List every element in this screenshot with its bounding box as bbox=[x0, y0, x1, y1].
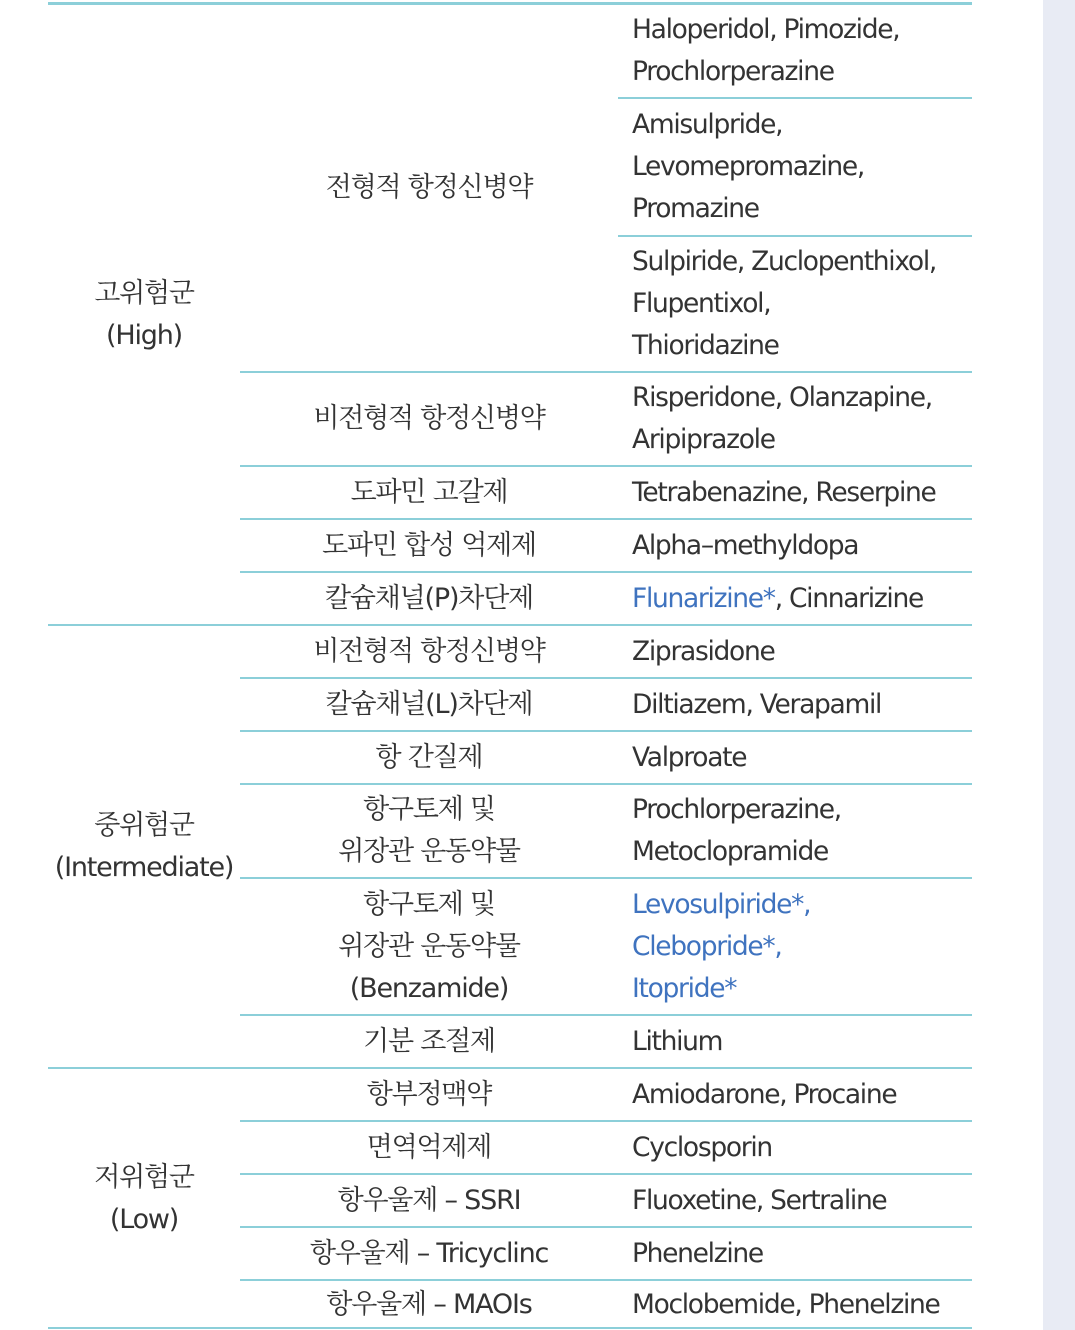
drug-name: Moclobemide, Phenelzine bbox=[632, 1289, 940, 1320]
drug-names-cell bbox=[632, 1284, 972, 1326]
drug-name-line bbox=[632, 325, 972, 367]
drug-class-cell bbox=[240, 1015, 618, 1068]
drug-class-cell bbox=[240, 1174, 618, 1227]
drug-names-cell bbox=[632, 104, 972, 230]
drug-name: Flunarizine* bbox=[632, 582, 775, 614]
risk-group-cell bbox=[48, 4, 240, 625]
drug-name-line bbox=[632, 884, 972, 926]
drug-name-line bbox=[632, 1074, 972, 1116]
drug-class-cell bbox=[240, 1068, 618, 1121]
drug-name: Prochlorperazine, bbox=[632, 794, 841, 825]
drug-names-cell bbox=[632, 472, 972, 514]
drug-name: Ziprasidone bbox=[632, 635, 775, 667]
drug-name: Aripiprazole bbox=[632, 424, 775, 455]
drug-class-cell bbox=[240, 784, 618, 878]
drug-name: Fluoxetine, Sertraline bbox=[632, 1184, 887, 1216]
drug-names-cell bbox=[632, 1074, 972, 1116]
drug-class-cell bbox=[240, 466, 618, 519]
drug-name: Alpha–methyldopa bbox=[632, 529, 859, 561]
drug-name: Tetrabenazine, Reserpine bbox=[632, 476, 936, 508]
drug-name-line bbox=[632, 1021, 972, 1063]
drug-name-line bbox=[632, 9, 972, 51]
drug-class-label: 기분 조절제 bbox=[363, 1025, 495, 1057]
drug-name: Cyclosporin bbox=[632, 1131, 772, 1163]
drug-names-cell bbox=[632, 1180, 972, 1222]
drug-name: Diltiazem, Verapamil bbox=[632, 688, 882, 720]
drug-name-line bbox=[632, 525, 972, 567]
risk-group-label: 고위험군 bbox=[94, 277, 194, 309]
row-divider bbox=[618, 235, 972, 237]
drug-name: Prochlorperazine bbox=[632, 56, 834, 87]
drug-class-label: 항부정맥약 bbox=[366, 1078, 492, 1110]
drug-class-label: 면역억제제 bbox=[366, 1131, 492, 1163]
drug-name-line bbox=[632, 472, 972, 514]
drug-name: , Cinnarizine bbox=[774, 582, 923, 614]
risk-group-label: 저위험군 bbox=[94, 1162, 194, 1193]
drug-names-cell bbox=[632, 737, 972, 779]
drug-class-cell bbox=[240, 731, 618, 784]
drug-class-label: 항구토제 및 bbox=[363, 888, 495, 920]
drug-class-cell bbox=[240, 572, 618, 625]
row-divider bbox=[618, 97, 972, 99]
drug-class-label: 비전형적 항정신병약 bbox=[313, 635, 545, 667]
drug-name: Thioridazine bbox=[632, 330, 779, 361]
drug-name-line bbox=[632, 1180, 972, 1222]
drug-name-line bbox=[632, 283, 972, 325]
drug-class-label: 항우울제 – SSRI bbox=[337, 1184, 521, 1216]
drug-name: Haloperidol, Pimozide, bbox=[632, 14, 900, 45]
drug-class-label: 칼슘채널(L)차단제 bbox=[325, 688, 533, 720]
drug-name-line bbox=[632, 831, 972, 873]
drug-name-line bbox=[632, 684, 972, 726]
drug-class-cell bbox=[240, 519, 618, 572]
drug-name: Itopride* bbox=[632, 972, 737, 1004]
drug-class-label: 항우울제 – Tricyclinc bbox=[309, 1237, 549, 1269]
drug-names-cell bbox=[632, 789, 972, 873]
drug-name: Amiodarone, Procaine bbox=[632, 1078, 897, 1110]
drug-name: Levosulpiride*, bbox=[632, 888, 811, 920]
drug-name: Clebopride*, bbox=[632, 930, 782, 962]
drug-name: Risperidone, Olanzapine, bbox=[632, 382, 932, 413]
drug-class-cell bbox=[240, 4, 618, 372]
drug-name: Promazine bbox=[632, 193, 759, 224]
risk-group-cell bbox=[48, 625, 240, 1068]
drug-name-line bbox=[632, 377, 972, 419]
drug-class-label: 항구토제 및 bbox=[363, 794, 495, 825]
drug-names-cell bbox=[632, 377, 972, 461]
drug-name-line bbox=[632, 1284, 972, 1326]
drug-name-line bbox=[632, 241, 972, 283]
drug-name-line bbox=[632, 631, 972, 673]
drug-name: Phenelzine bbox=[632, 1237, 763, 1269]
drug-name: Flupentixol, bbox=[632, 288, 771, 319]
drug-name-line bbox=[632, 188, 972, 230]
drug-name: Levomepromazine, bbox=[632, 151, 865, 182]
side-panel-strip bbox=[1043, 0, 1075, 1330]
drug-names-cell bbox=[632, 884, 972, 1010]
drug-name-line bbox=[632, 578, 972, 620]
drug-class-cell bbox=[240, 372, 618, 466]
drug-name-line bbox=[632, 789, 972, 831]
drug-class-cell bbox=[240, 1227, 618, 1280]
drug-class-label: 도파민 합성 억제제 bbox=[322, 529, 536, 561]
drug-class-cell bbox=[240, 625, 618, 678]
risk-group-label-en: (Low) bbox=[109, 1204, 179, 1235]
drug-class-label: 위장관 운동약물 bbox=[338, 836, 520, 867]
drug-class-label: 전형적 항정신병약 bbox=[325, 172, 533, 203]
risk-group-label-en: (Intermediate) bbox=[54, 851, 234, 883]
drug-name-line bbox=[632, 926, 972, 968]
drug-name: Sulpiride, Zuclopenthixol, bbox=[632, 246, 937, 277]
risk-group-label: 중위험군 bbox=[94, 809, 194, 841]
drug-name-line bbox=[632, 104, 972, 146]
drug-name-line bbox=[632, 51, 972, 93]
drug-class-label: 항우울제 – MAOIs bbox=[326, 1289, 532, 1320]
drug-names-cell bbox=[632, 1127, 972, 1169]
drug-name-line bbox=[632, 968, 972, 1010]
drug-names-cell bbox=[632, 684, 972, 726]
drug-name: Lithium bbox=[632, 1025, 723, 1057]
drug-names-cell bbox=[632, 241, 972, 367]
drug-name-line bbox=[632, 419, 972, 461]
drug-name-line bbox=[632, 146, 972, 188]
drug-names-cell bbox=[632, 1021, 972, 1063]
drug-class-label: 칼슘채널(P)차단제 bbox=[325, 582, 533, 614]
drug-names-cell bbox=[632, 525, 972, 567]
drug-name: Valproate bbox=[632, 741, 747, 773]
drug-name: Amisulpride, bbox=[632, 109, 783, 140]
drug-name-line bbox=[632, 1233, 972, 1275]
drug-names-cell bbox=[632, 9, 972, 93]
drug-class-label: 항 간질제 bbox=[375, 741, 483, 773]
drug-name-line bbox=[632, 737, 972, 779]
drug-class-label: 위장관 운동약물 bbox=[338, 930, 520, 962]
drug-name: Metoclopramide bbox=[632, 836, 828, 867]
drug-names-cell bbox=[632, 631, 972, 673]
drug-class-label: 도파민 고갈제 bbox=[350, 476, 508, 508]
risk-group-cell bbox=[48, 1068, 240, 1330]
drug-class-label: (Benzamide) bbox=[349, 972, 509, 1004]
drug-class-cell bbox=[240, 1280, 618, 1330]
risk-group-label-en: (High) bbox=[106, 319, 182, 351]
drug-class-cell bbox=[240, 878, 618, 1015]
drug-name-line bbox=[632, 1127, 972, 1169]
drug-class-label: 비전형적 항정신병약 bbox=[313, 403, 545, 434]
drug-names-cell bbox=[632, 578, 972, 620]
drug-class-cell bbox=[240, 678, 618, 731]
drug-names-cell bbox=[632, 1233, 972, 1275]
drug-class-cell bbox=[240, 1121, 618, 1174]
